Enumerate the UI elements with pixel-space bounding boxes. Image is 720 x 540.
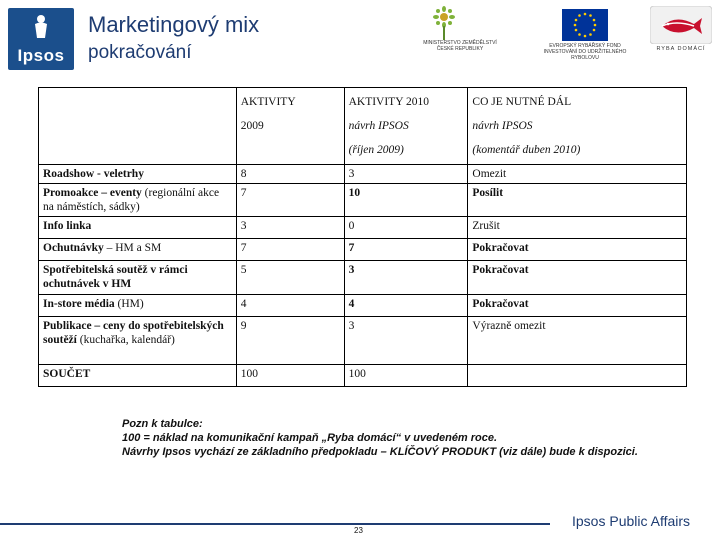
marketing-mix-table xyxy=(38,87,687,387)
eu-logo-line-2: INVESTOVÁNÍ DO UDRŽITELNÉHO xyxy=(543,49,627,55)
activity-cell xyxy=(39,217,237,239)
activity-cell xyxy=(39,261,237,295)
activity-text: Info linka xyxy=(43,220,92,232)
activity-text: (regionální akce na náměstích, sádky) xyxy=(43,187,220,213)
header-line: CO JE NUTNÉ DÁL xyxy=(472,96,572,108)
eu-logo-line-1: EVROPSKÝ RYBÁŘSKÝ FOND xyxy=(549,43,621,49)
value-2009-cell: 3 xyxy=(236,217,344,239)
value-2010-cell: 7 xyxy=(344,239,468,261)
eu-flag-icon xyxy=(562,9,608,41)
value-2010-cell: 3 xyxy=(344,165,468,184)
footer-divider xyxy=(0,523,550,525)
ryba-domaci-logo xyxy=(648,6,714,52)
value-2010-cell: 3 xyxy=(344,261,468,295)
activity-cell xyxy=(39,295,237,317)
fish-icon xyxy=(650,6,712,44)
activity-text: Roadshow - veletrhy xyxy=(43,168,144,180)
ipsos-figure-icon xyxy=(32,14,50,40)
table-row xyxy=(39,295,687,317)
page-subtitle: pokračování xyxy=(88,42,192,63)
eu-logo xyxy=(530,6,640,61)
header-line: návrh IPSOS xyxy=(348,120,409,132)
activity-cell xyxy=(39,317,237,365)
header-line: (říjen 2009) xyxy=(348,144,404,156)
activity-text: Spotřebitelská soutěž v rámci ochutnávek v HM xyxy=(43,264,188,290)
footer-brand: Ipsos Public Affairs xyxy=(572,513,691,529)
ministry-logo xyxy=(420,6,500,52)
value-2009-cell: 4 xyxy=(236,295,344,317)
header-line: návrh IPSOS xyxy=(472,120,533,132)
value-2009-cell: 5 xyxy=(236,261,344,295)
action-cell: Pokračovat xyxy=(468,239,687,261)
table-row xyxy=(39,217,687,239)
header-line: (komentář duben 2010) xyxy=(472,144,581,156)
header-line xyxy=(241,138,340,162)
header-line: AKTIVITY xyxy=(240,96,296,108)
value-2010-cell: 100 xyxy=(344,365,468,387)
table-row xyxy=(39,365,687,387)
note-line: 100 = náklad na komunikační kampaň „Ryba domácí“ v uvedeném roce. xyxy=(122,432,498,444)
table-header-corner xyxy=(39,88,237,165)
header-line: 2009 xyxy=(240,120,264,132)
page-number: 23 xyxy=(354,526,363,535)
action-cell: Výrazně omezit xyxy=(468,317,687,365)
activity-text: (HM) xyxy=(114,298,144,310)
table-row xyxy=(39,317,687,365)
sunflower-icon xyxy=(430,6,458,40)
value-2009-cell: 7 xyxy=(236,239,344,261)
eu-logo-line-3: RYBOLOVU xyxy=(571,55,599,61)
value-2009-cell: 9 xyxy=(236,317,344,365)
value-2009-cell: 7 xyxy=(236,184,344,217)
value-2009-cell: 8 xyxy=(236,165,344,184)
header-aktivity-2009 xyxy=(236,88,344,165)
note-line: Návrhy Ipsos vychází ze základního předpokladu – KLÍČOVÝ PRODUKT (viz dále) bude k dispozici. xyxy=(122,446,638,458)
activity-text: SOUČET xyxy=(43,368,91,380)
header-co-je-nutne-dal xyxy=(468,88,687,165)
activity-text: In-store média xyxy=(43,298,115,310)
activity-cell xyxy=(39,165,237,184)
activity-text: (kuchařka, kalendář) xyxy=(76,334,175,346)
ministry-logo-line-1: MINISTERSTVO ZEMĚDĚLSTVÍ xyxy=(423,40,497,46)
value-2010-cell: 10 xyxy=(344,184,468,217)
activity-text: Publikace – ceny do spotřebitelských soutěží xyxy=(43,320,224,346)
action-cell: Posílit xyxy=(468,184,687,217)
activity-cell xyxy=(39,365,237,387)
value-2009-cell: 100 xyxy=(236,365,344,387)
activity-text: Ochutnávky xyxy=(43,242,104,254)
table-row xyxy=(39,165,687,184)
value-2010-cell: 3 xyxy=(344,317,468,365)
ipsos-logo-text: Ipsos xyxy=(17,46,65,65)
activity-text: Promoakce – eventy xyxy=(43,187,142,199)
action-cell: Pokračovat xyxy=(468,261,687,295)
header-aktivity-2010 xyxy=(344,88,468,165)
action-cell: Omezit xyxy=(468,165,687,184)
header-line: AKTIVITY 2010 xyxy=(348,96,429,108)
value-2010-cell: 4 xyxy=(344,295,468,317)
action-cell: Pokračovat xyxy=(468,295,687,317)
activity-cell xyxy=(39,184,237,217)
table-row xyxy=(39,239,687,261)
ipsos-logo xyxy=(8,8,74,70)
table-note xyxy=(122,417,638,459)
ministry-logo-line-2: ČESKÉ REPUBLIKY xyxy=(436,46,484,52)
ryba-domaci-logo-text: RYBA DOMÁCÍ xyxy=(656,46,706,52)
note-line: Pozn k tabulce: xyxy=(122,418,203,430)
activity-text: – HM a SM xyxy=(103,242,162,254)
action-cell: Zrušit xyxy=(468,217,687,239)
table-row xyxy=(39,184,687,217)
table-header-row xyxy=(39,88,687,165)
action-cell xyxy=(468,365,687,387)
table-row xyxy=(39,261,687,295)
page-title: Marketingový mix xyxy=(88,12,260,37)
activity-cell xyxy=(39,239,237,261)
value-2010-cell: 0 xyxy=(344,217,468,239)
